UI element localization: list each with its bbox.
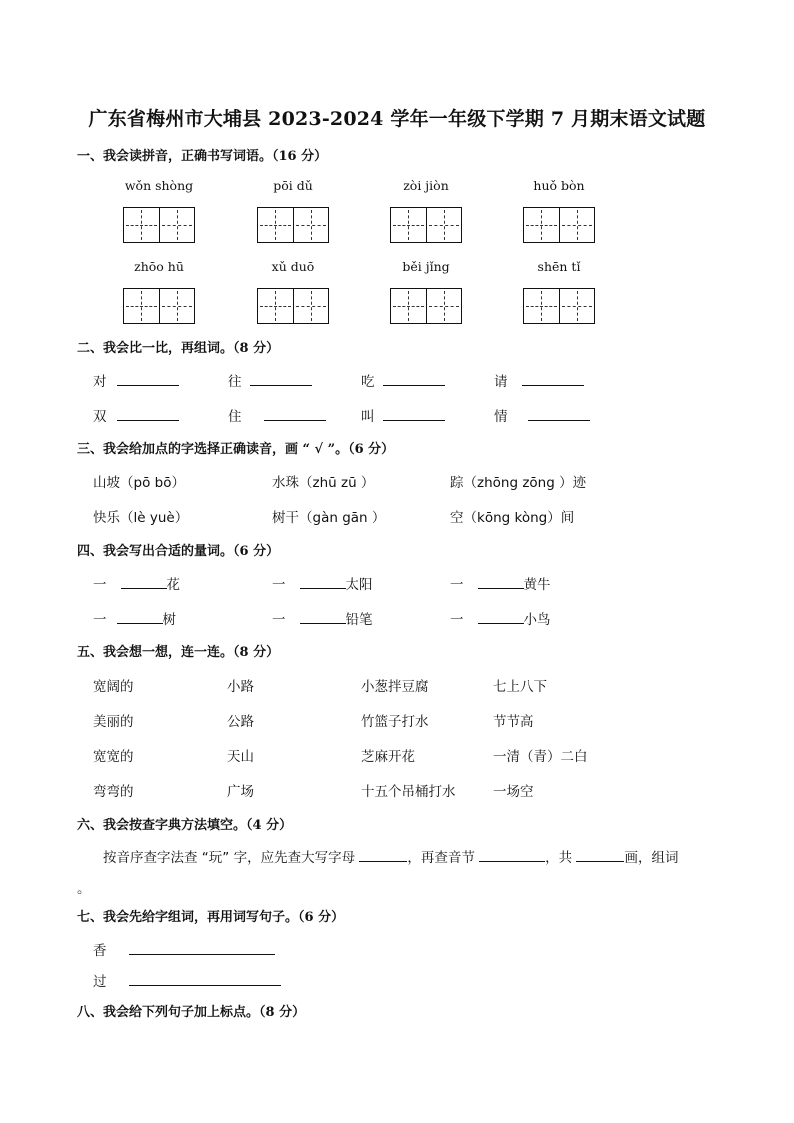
compare-char: 往	[228, 370, 312, 390]
answer-blank[interactable]	[129, 973, 281, 986]
pinyin-label: zhōo hū	[134, 259, 184, 274]
answer-blank[interactable]	[250, 373, 312, 386]
compare-char: 双	[93, 405, 179, 425]
match-item[interactable]: 宽阔的	[93, 679, 134, 695]
answer-blank[interactable]	[264, 408, 326, 421]
match-item[interactable]: 小葱拌豆腐	[361, 679, 429, 695]
pronunciation-item[interactable]: 水珠（zhū zū ）	[272, 475, 375, 491]
page-title: 广东省梅州市大埔县 2023-2024 学年一年级下学期 7 月期末语文试题	[88, 108, 706, 130]
compare-char: 对	[93, 370, 179, 390]
compare-char: 情	[494, 405, 590, 425]
answer-blank[interactable]	[129, 942, 275, 955]
section-6-heading: 六、我会按查字典方法填空。（4 分）	[77, 818, 293, 833]
pinyin-label: shēn tǐ	[537, 259, 581, 274]
sentence-item: 过	[93, 970, 281, 990]
match-item[interactable]: 广场	[227, 784, 254, 800]
pronunciation-item[interactable]: 空（kōng kòng）间	[450, 510, 575, 526]
answer-blank[interactable]	[383, 408, 445, 421]
pinyin-label: huǒ bòn	[533, 178, 585, 193]
measure-word-item: 一 铅笔	[272, 612, 373, 628]
answer-blank[interactable]	[300, 576, 346, 589]
writing-grid[interactable]	[257, 207, 329, 243]
measure-word-item: 一 太阳	[272, 577, 373, 593]
pinyin-label: zòi jiòn	[403, 178, 449, 193]
pinyin-label: wǒn shòng	[124, 178, 194, 193]
answer-blank[interactable]	[528, 408, 590, 421]
section-4-heading: 四、我会写出合适的量词。（6 分）	[77, 544, 280, 559]
writing-grid[interactable]	[390, 207, 462, 243]
section-7-heading: 七、我会先给字组词，再用词写句子。（6 分）	[77, 910, 345, 925]
dictionary-question: 按音序查字法查 “玩” 字，应先查大写字母 ，再查音节 ，共 画，组词	[103, 850, 679, 866]
measure-word-item: 一 小鸟	[450, 612, 551, 628]
pronunciation-item[interactable]: 山坡（pō bō）	[93, 475, 185, 491]
pronunciation-item[interactable]: 踪（zhōng zōng ）迹	[450, 475, 587, 491]
match-item[interactable]: 一清（青）二白	[493, 749, 588, 765]
writing-grid[interactable]	[523, 288, 595, 324]
match-item[interactable]: 芝麻开花	[361, 749, 415, 765]
pronunciation-item[interactable]: 树干（gàn gān ）	[272, 510, 386, 526]
match-item[interactable]: 小路	[227, 679, 254, 695]
match-item[interactable]: 弯弯的	[93, 784, 134, 800]
measure-word-item: 一 黄牛	[450, 577, 551, 593]
section-1-heading: 一、我会读拼音，正确书写词语。（16 分）	[77, 149, 328, 164]
compare-char: 请	[494, 370, 584, 390]
measure-word-item: 一 花	[93, 577, 180, 593]
writing-grid[interactable]	[390, 288, 462, 324]
writing-grid[interactable]	[123, 288, 195, 324]
answer-blank[interactable]	[479, 849, 545, 862]
dictionary-question-end: 。	[77, 881, 91, 897]
match-item[interactable]: 一场空	[493, 784, 534, 800]
answer-blank[interactable]	[117, 373, 179, 386]
section-8-heading: 八、我会给下列句子加上标点。（8 分）	[77, 1005, 306, 1020]
writing-grid[interactable]	[123, 207, 195, 243]
writing-grid[interactable]	[523, 207, 595, 243]
sentence-item: 香	[93, 939, 275, 959]
compare-char: 叫	[361, 405, 445, 425]
match-item[interactable]: 七上八下	[493, 679, 547, 695]
match-item[interactable]: 竹篮子打水	[361, 714, 429, 730]
answer-blank[interactable]	[522, 373, 584, 386]
answer-blank[interactable]	[359, 849, 407, 862]
compare-char: 住	[228, 405, 326, 425]
answer-blank[interactable]	[383, 373, 445, 386]
pinyin-label: pōi dǔ	[273, 178, 313, 193]
match-item[interactable]: 节节高	[493, 714, 534, 730]
match-item[interactable]: 公路	[227, 714, 254, 730]
match-item[interactable]: 美丽的	[93, 714, 134, 730]
section-2-heading: 二、我会比一比，再组词。（8 分）	[77, 341, 280, 356]
answer-blank[interactable]	[300, 611, 346, 624]
writing-grid[interactable]	[257, 288, 329, 324]
answer-blank[interactable]	[478, 611, 524, 624]
match-item[interactable]: 宽宽的	[93, 749, 134, 765]
compare-char: 吃	[361, 370, 445, 390]
answer-blank[interactable]	[121, 576, 167, 589]
section-3-heading: 三、我会给加点的字选择正确读音，画 “ √ ”。（6 分）	[77, 442, 395, 457]
match-item[interactable]: 天山	[227, 749, 254, 765]
measure-word-item: 一 树	[93, 612, 176, 628]
pinyin-label: xǔ duō	[271, 259, 315, 274]
pronunciation-item[interactable]: 快乐（lè yuè）	[93, 510, 189, 526]
answer-blank[interactable]	[478, 576, 524, 589]
answer-blank[interactable]	[576, 849, 624, 862]
answer-blank[interactable]	[117, 408, 179, 421]
section-5-heading: 五、我会想一想，连一连。（8 分）	[77, 645, 280, 660]
match-item[interactable]: 十五个吊桶打水	[361, 784, 456, 800]
answer-blank[interactable]	[117, 611, 163, 624]
pinyin-label: běi jǐng	[402, 259, 450, 274]
